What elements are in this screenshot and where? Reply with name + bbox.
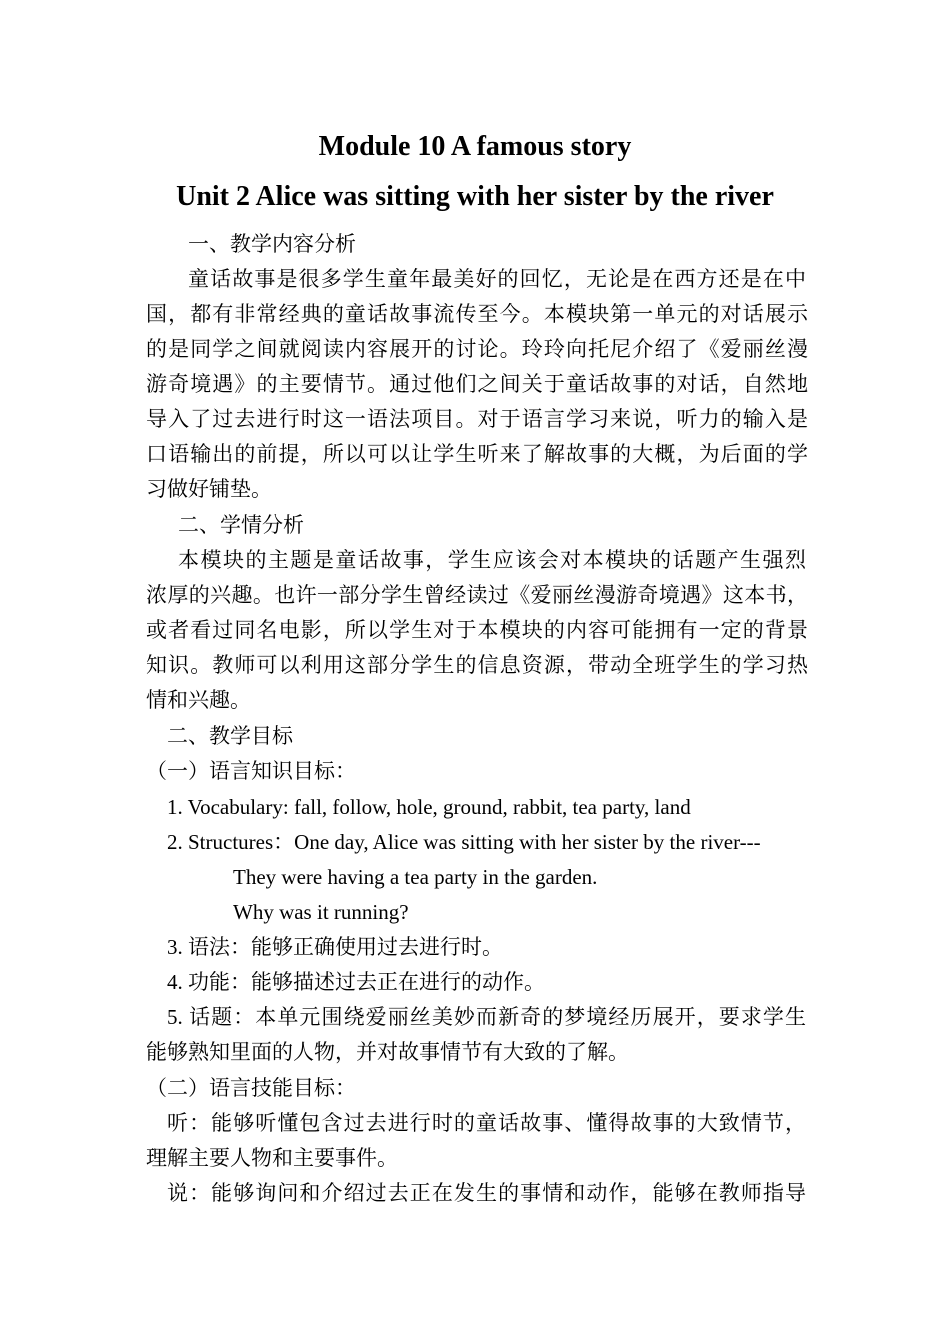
subheading-language-knowledge: （一）语言知识目标： <box>146 759 356 783</box>
paragraph-line: 本模块的主题是童话故事，学生应该会对本模块的话题产生强烈 <box>178 548 806 572</box>
section-heading-teaching-goals: 二、教学目标 <box>167 724 293 748</box>
paragraph-line: 游奇境遇》的主要情节。通过他们之间关于童话故事的对话，自然地 <box>146 372 808 396</box>
structure-example: Why was it running? <box>233 900 409 924</box>
paragraph-line: 情和兴趣。 <box>146 688 251 712</box>
paragraph-line: 浓厚的兴趣。也许一部分学生曾经读过《爱丽丝漫游奇境遇》这本书， <box>146 583 808 607</box>
section-heading-student-analysis: 二、学情分析 <box>178 513 304 537</box>
paragraph-line: 的是同学之间就阅读内容展开的讨论。玲玲向托尼介绍了《爱丽丝漫 <box>146 337 808 361</box>
goal-item-topic-cont: 能够熟知里面的人物，并对故事情节有大致的了解。 <box>146 1040 629 1064</box>
paragraph-line: 童话故事是很多学生童年最美好的回忆，无论是在西方还是在中 <box>188 267 806 291</box>
skill-listening: 听：能够听懂包含过去进行时的童话故事、懂得故事的大致情节， <box>167 1111 806 1135</box>
goal-item-vocabulary: 1. Vocabulary: fall, follow, hole, ground, rabbit, tea party, land <box>167 795 691 819</box>
subheading-language-skills: （二）语言技能目标： <box>146 1076 356 1100</box>
document-subtitle: Unit 2 Alice was sitting with her sister by the river <box>176 181 774 212</box>
goal-item-structures: 2. Structures：One day, Alice was sitting with her sister by the river--- <box>167 830 761 854</box>
structure-example: They were having a tea party in the garden. <box>233 865 598 889</box>
paragraph-line: 国，都有非常经典的童话故事流传至今。本模块第一单元的对话展示 <box>146 302 808 326</box>
goal-item-topic: 5. 话题：本单元围绕爱丽丝美妙而新奇的梦境经历展开，要求学生 <box>167 1005 806 1029</box>
skill-speaking: 说：能够询问和介绍过去正在发生的事情和动作，能够在教师指导 <box>167 1181 806 1205</box>
paragraph-line: 或者看过同名电影，所以学生对于本模块的内容可能拥有一定的背景 <box>146 618 808 642</box>
paragraph-line: 口语输出的前提，所以可以让学生听来了解故事的大概，为后面的学 <box>146 442 808 466</box>
skill-listening-cont: 理解主要人物和主要事件。 <box>146 1146 398 1170</box>
section-heading-content-analysis: 一、教学内容分析 <box>188 232 356 256</box>
goal-item-grammar: 3. 语法：能够正确使用过去进行时。 <box>167 935 503 959</box>
paragraph-line: 知识。教师可以利用这部分学生的信息资源，带动全班学生的学习热 <box>146 653 808 677</box>
paragraph-line: 习做好铺垫。 <box>146 477 272 501</box>
document-title: Module 10 A famous story <box>318 131 632 162</box>
goal-item-function: 4. 功能：能够描述过去正在进行的动作。 <box>167 970 545 994</box>
paragraph-line: 导入了过去进行时这一语法项目。对于语言学习来说，听力的输入是 <box>146 407 808 431</box>
